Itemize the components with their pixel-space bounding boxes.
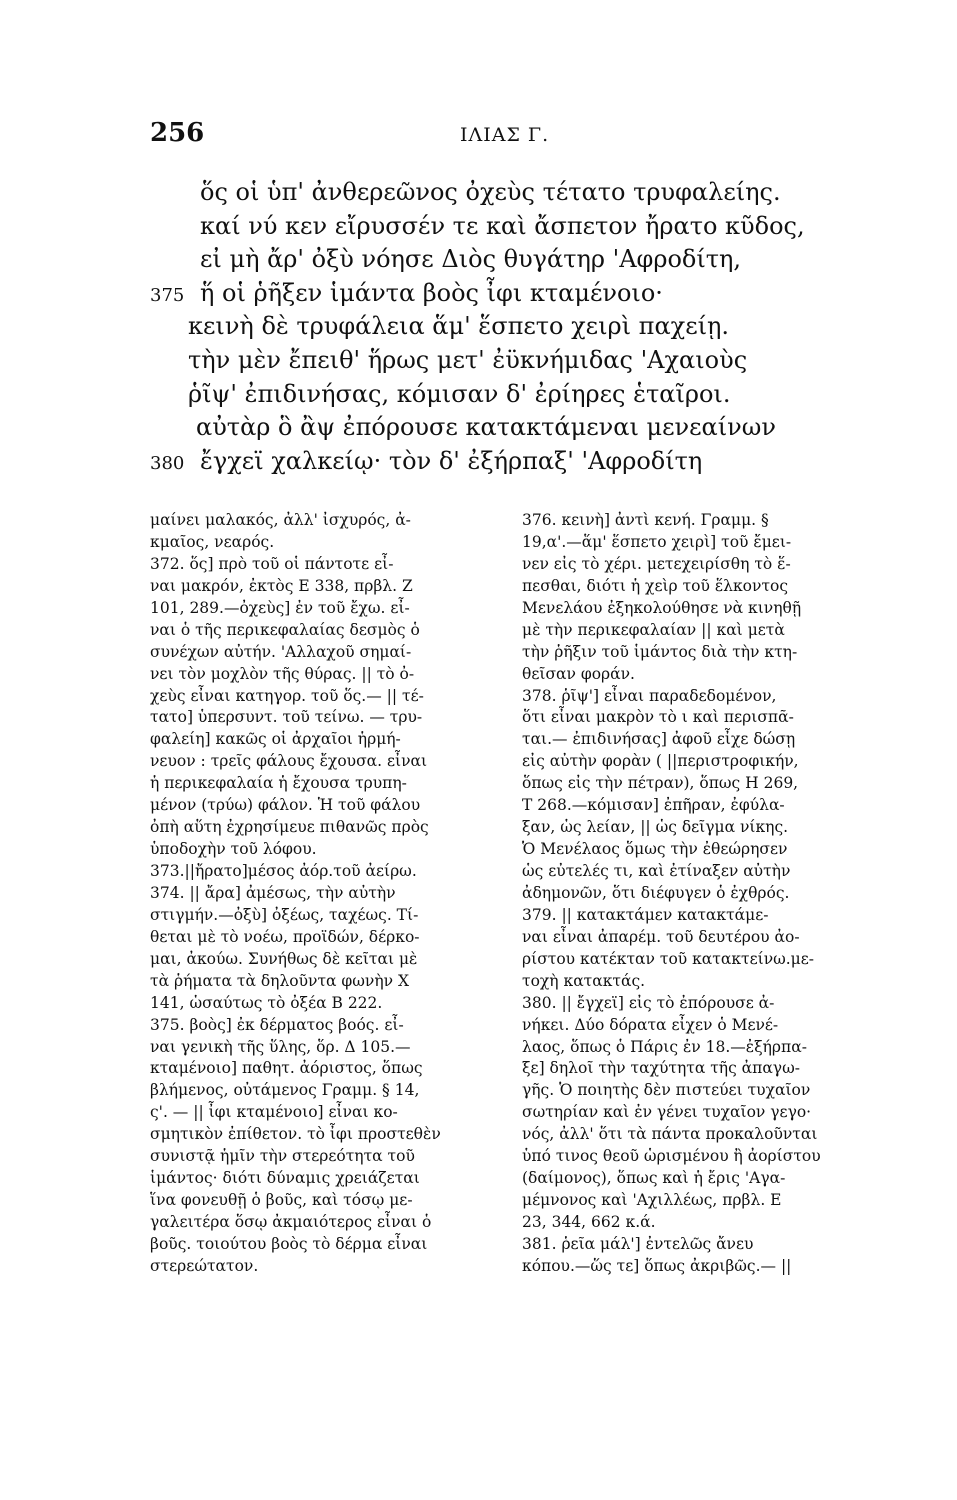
- commentary-line: Τ 268.—κόμισαν] ἐπῆραν, ἐφύλα-: [522, 796, 785, 815]
- verse-line: [0, 312, 957, 346]
- commentary-line: ἵνα φονευθῇ ὁ βοῦς, καὶ τόσῳ με-: [150, 1191, 413, 1210]
- commentary-line: Μενελάου ἐξηκολούθησε νὰ κινηθῇ: [522, 598, 802, 617]
- commentary-line: πεσθαι, διότι ἡ χεὶρ τοῦ ἕλκοντος: [522, 576, 789, 595]
- verse-text: ἔγχεϊ χαλκείῳ· τὸν δ' ἐξήρπαξ' 'Αφροδίτη: [200, 446, 703, 475]
- running-title: ΙΛΙΑΣ Γ.: [460, 124, 550, 146]
- commentary-line: 375. βοὸς] ἐκ δέρματος βοός. εἶ-: [150, 1015, 404, 1034]
- commentary-line: συνέχων αὐτήν. 'Αλλαχοῦ σημαί-: [150, 642, 412, 661]
- verse-line: [0, 178, 957, 212]
- commentary-line: ἱμάντος· διότι δύναμις χρειάζεται: [150, 1169, 420, 1188]
- commentary-line: γῆς. Ὁ ποιητὴς δὲν πιστεύει τυχαῖον: [522, 1081, 811, 1100]
- commentary-line: βλήμενος, οὐτάμενος Γραμμ. § 14,: [150, 1081, 420, 1100]
- commentary-line: ὑπό τινος θεοῦ ὡρισμένου ἢ ἀορίστου: [522, 1147, 821, 1166]
- commentary-line: 376. κεινὴ] ἀντὶ κενή. Γραμμ. §: [522, 511, 769, 529]
- commentary-line: ται.— ἐπιδινήσας] ἀφοῦ εἶχε δώσῃ: [522, 730, 796, 749]
- commentary-line: ρίστου κατέκταν τοῦ κατακτείνω.με-: [522, 949, 815, 968]
- commentary-line: ναι γενικὴ τῆς ὕλης, ὅρ. Δ 105.—: [150, 1037, 411, 1056]
- commentary-line: μαίνει μαλακός, ἀλλ' ἰσχυρός, ἀ-: [150, 511, 411, 529]
- commentary-line: ὅπως εἰς τὴν πέτραν), ὅπως Η 269,: [522, 774, 799, 793]
- commentary-line: νει τὸν μοχλὸν τῆς θύρας. || τὸ ὀ-: [150, 664, 415, 683]
- commentary-line: 141, ὡσαύτως τὸ ὀξέα Β 222.: [150, 993, 383, 1012]
- commentary-line: χεὺς εἶναι κατηγορ. τοῦ ὅς.— || τέ-: [150, 686, 424, 705]
- commentary-left-column: [150, 510, 498, 1278]
- commentary-line: ξε] δηλοῖ τὴν ταχύτητα τῆς ἀπαγω-: [522, 1059, 800, 1078]
- commentary-line: μένον (τρύω) φάλον. Ἡ τοῦ φάλου: [150, 796, 421, 815]
- commentary-line: μὲ τὴν περικεφαλαίαν || καὶ μετὰ: [522, 620, 785, 639]
- commentary-line: 378. ῥῖψ'] εἶναι παραδεδομένον,: [522, 686, 777, 705]
- commentary-line: ὑποδοχὴν τοῦ λόφου.: [150, 840, 317, 859]
- commentary-line: νήκει. Δύο δόρατα εἶχεν ὁ Μενέ-: [522, 1015, 779, 1034]
- verse-number: 380: [150, 452, 185, 474]
- commentary-line: τοχὴ κατακτάς.: [522, 971, 646, 990]
- commentary-line: ὀπὴ αὕτη ἐχρησίμευε πιθανῶς πρὸς: [150, 818, 429, 837]
- commentary-line: κμαῖος, νεαρός.: [150, 532, 275, 551]
- commentary-line: ἀδημονῶν, ὅτι διέφυγεν ὁ ἐχθρός.: [522, 883, 790, 902]
- verse-block: [0, 178, 957, 480]
- commentary-line: νός, ἀλλ' ὅτι τὰ πάντα προκαλοῦνται: [522, 1125, 818, 1144]
- commentary-line: ς'. — || ἶφι κταμένοιο] εἶναι κο-: [150, 1103, 398, 1122]
- commentary-line: Ὁ Μενέλαος ὅμως τὴν ἐθεώρησεν: [522, 840, 788, 859]
- verse-text: εἰ μὴ ἄρ' ὀξὺ νόησε Διὸς θυγάτηρ 'Αφροδίτη,: [200, 245, 742, 274]
- verse-line: [0, 380, 957, 414]
- commentary-line: 23, 344, 662 κ.ά.: [522, 1213, 656, 1231]
- commentary-line: θεται μὲ τὸ νοέω, προϊδών, δέρκο-: [150, 927, 420, 946]
- verse-line: [0, 413, 957, 447]
- commentary-line: εἰς αὐτὴν φορὰν ( ||περιστροφικήν,: [522, 752, 799, 771]
- verse-line: [0, 346, 957, 380]
- commentary-line: μέμνονος καὶ 'Αχιλλέως, πρβλ. Ε: [522, 1191, 782, 1210]
- verse-line: [0, 447, 957, 481]
- commentary-line: κόπου.—ὥς τε] ὅπως ἀκριβῶς.— ||: [522, 1256, 792, 1275]
- commentary-line: ξαν, ὡς λείαν, || ὡς δεῖγμα νίκης.: [522, 818, 789, 837]
- verse-text: ἥ οἱ ῥῆξεν ἱμάντα βοὸς ἶφι κταμένοιο·: [200, 278, 663, 307]
- commentary-line: ναι μακρόν, ἐκτὸς Ε 338, πρβλ. Ζ: [150, 576, 413, 595]
- commentary-line: 373.||ἤρατο]μέσος ἀόρ.τοῦ ἀείρω.: [150, 862, 417, 880]
- commentary-line: τὰ ῥήματα τὰ δηλοῦντα φωνὴν Χ: [150, 971, 410, 990]
- commentary-line: 380. || ἔγχεϊ] εἰς τὸ ἐπόρουσε ἀ-: [522, 993, 775, 1012]
- commentary-line: 101, 289.—ὀχεὺς] ἐν τοῦ ἔχω. εἶ-: [150, 598, 410, 617]
- commentary-line: 379. || κατακτάμεν κατακτάμε-: [522, 905, 769, 924]
- commentary-line: στιγμήν.—ὀξὺ] ὀξέως, ταχέως. Τί-: [150, 905, 419, 924]
- commentary-line: ναι εἶναι ἀπαρέμ. τοῦ δευτέρου ἀο-: [522, 927, 800, 946]
- commentary-line: λαος, ὅπως ὁ Πάρις ἐν 18.—ἐξήρπα-: [522, 1037, 807, 1056]
- commentary-line: ναι ὁ τῆς περικεφαλαίας δεσμὸς ὁ: [150, 620, 420, 639]
- commentary-line: κταμένοιο] παθητ. ἀόριστος, ὅπως: [150, 1059, 423, 1078]
- verse-text: καί νύ κεν εἴρυσσέν τε καὶ ἄσπετον ἤρατο κῦδος,: [200, 211, 805, 240]
- verse-text: ῥῖψ' ἐπιδινήσας, κόμισαν δ' ἐρίηρες ἑταῖροι.: [188, 379, 731, 408]
- commentary-line: 19,α'.—ἅμ' ἕσπετο χειρὶ] τοῦ ἔμει-: [522, 532, 792, 551]
- commentary-line: 381. ῥεῖα μάλ'] ἐντελῶς ἄνευ: [522, 1234, 754, 1253]
- verse-line: [0, 279, 957, 313]
- commentary-line: στερεώτατον.: [150, 1256, 259, 1275]
- commentary-line: μαι, ἀκούω. Συνήθως δὲ κεῖται μὲ: [150, 949, 418, 968]
- verse-text: κεινὴ δὲ τρυφάλεια ἅμ' ἕσπετο χειρὶ παχείῃ.: [188, 312, 730, 341]
- page-number: 256: [150, 118, 205, 148]
- commentary-line: θεῖσαν φοράν.: [522, 664, 635, 683]
- verse-line: [0, 212, 957, 246]
- verse-text: αὐτὰρ ὃ ἂψ ἐπόρουσε κατακτάμεναι μενεαίνων: [196, 413, 776, 442]
- commentary-line: 372. ὅς] πρὸ τοῦ οἱ πάντοτε εἶ-: [150, 554, 394, 573]
- commentary-line: (δαίμονος), ὅπως καὶ ἡ ἔρις 'Αγα-: [522, 1169, 786, 1188]
- commentary-line: 374. || ἄρα] ἀμέσως, τὴν αὐτὴν: [150, 883, 396, 902]
- commentary-line: φαλείη] κακῶς οἱ ἀρχαῖοι ἡρμή-: [150, 730, 401, 749]
- verse-text: τὴν μὲν ἔπειθ' ἥρως μετ' ἐϋκνήμιδας 'Αχαιοὺς: [188, 345, 748, 374]
- commentary-right-column: [522, 510, 874, 1278]
- commentary-line: ἡ περικεφαλαία ἡ ἔχουσα τρυπη-: [150, 774, 407, 793]
- commentary-line: σωτηρίαν καὶ ἐν γένει τυχαῖον γεγο·: [522, 1103, 812, 1122]
- commentary-line: βοῦς. τοιούτου βοὸς τὸ δέρμα εἶναι: [150, 1234, 428, 1253]
- commentary-line: ὅτι εἶναι μακρὸν τὸ ι καὶ περισπᾶ-: [522, 708, 794, 727]
- commentary-line: σμητικὸν ἐπίθετον. τὸ ἶφι προστεθὲν: [150, 1125, 441, 1144]
- commentary-line: τατο] ὑπερσυντ. τοῦ τείνω. — τρυ-: [150, 708, 423, 727]
- verse-text: ὅς οἱ ὑπ' ἀνθερεῶνος ὀχεὺς τέτατο τρυφαλείης.: [200, 178, 781, 206]
- commentary-line: νευον : τρεῖς φάλους ἔχουσα. εἶναι: [150, 752, 428, 771]
- verse-line: [0, 245, 957, 279]
- commentary-line: συνιστᾷ ἡμῖν τὴν στερεότητα τοῦ: [150, 1147, 415, 1166]
- verse-number: 375: [150, 284, 185, 306]
- commentary-line: ὡς εὐτελές τι, καὶ ἐτίναξεν αὐτὴν: [522, 862, 791, 880]
- commentary-line: γαλειτέρα ὅσῳ ἀκμαιότερος εἶναι ὁ: [150, 1213, 432, 1231]
- commentary-line: νεν εἰς τὸ χέρι. μετεχειρίσθη τὸ ἕ-: [522, 554, 791, 573]
- page-header: [150, 118, 790, 154]
- commentary-line: τὴν ῥῆξιν τοῦ ἱμάντος διὰ τὴν κτη-: [522, 642, 798, 661]
